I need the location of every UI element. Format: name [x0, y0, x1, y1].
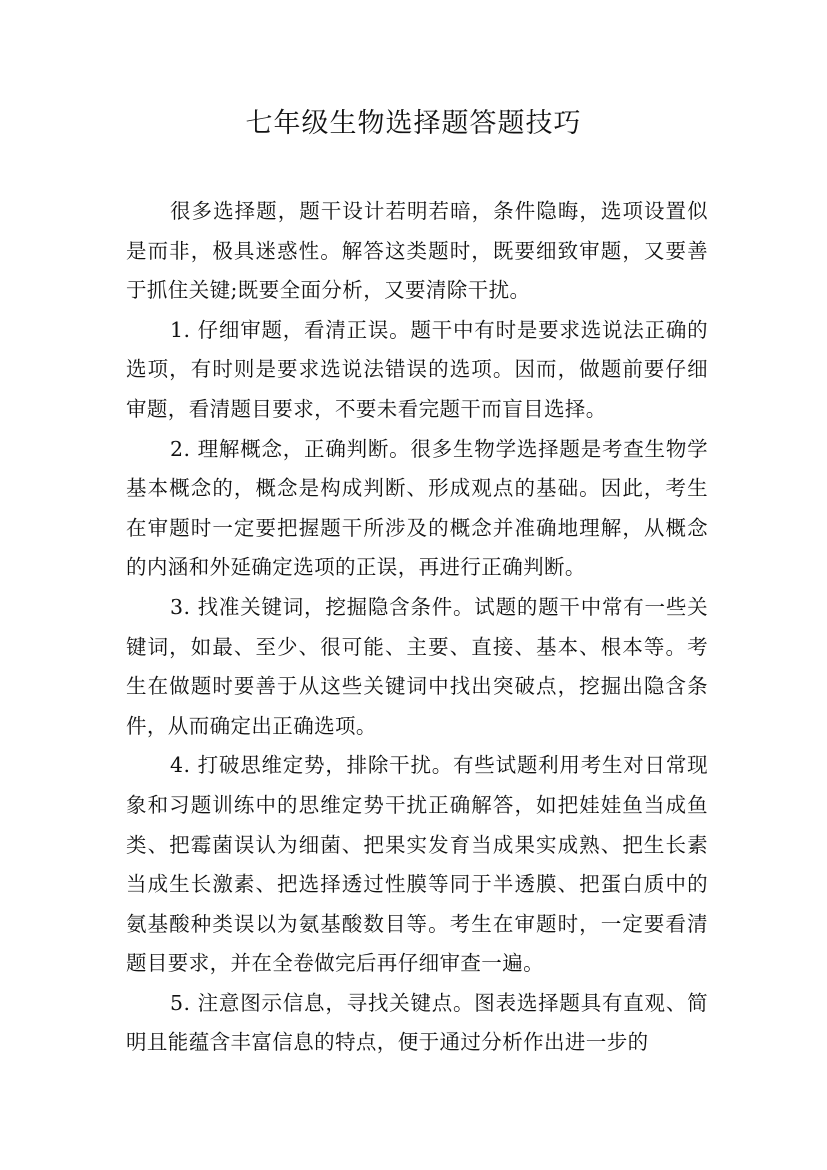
- tip-5-paragraph: 5. 注意图示信息，寻找关键点。图表选择题具有直观、简明且能蕴含丰富信息的特点，便于通过分析作出进一步的: [126, 990, 708, 1055]
- page-title: 七年级生物选择题答题技巧: [245, 108, 582, 139]
- tip-4-paragraph: 4. 打破思维定势，排除干扰。有些试题利用考生对日常现象和习题训练中的思维定势干扰正确解答，如把娃娃鱼当成鱼类、把霉菌误认为细菌、把果实发育当成果实成熟、把生长素当成生长激素、把选择透过性膜等同于半透膜、把蛋白质中的氨基酸种类误以为氨基酸数目等。考生在审题时，一定要看清题目要求，并在全卷做完后再仔细审查一遍。: [126, 753, 708, 976]
- tip-3-paragraph: 3. 找准关键词，挖掘隐含条件。试题的题干中常有一些关键词，如最、至少、很可能、主要、直接、基本、根本等。考生在做题时要善于从这些关键词中找出突破点，挖掘出隐含条件，从而确定出正确选项。: [126, 594, 708, 738]
- tip-2-paragraph: 2. 理解概念，正确判断。很多生物学选择题是考查生物学基本概念的，概念是构成判断、形成观点的基础。因此，考生在审题时一定要把握题干所涉及的概念并准确地理解，从概念的内涵和外延确定选项的正误，再进行正确判断。: [126, 436, 708, 580]
- document-body: [126, 192, 708, 1063]
- intro-paragraph: 很多选择题，题干设计若明若暗，条件隐晦，选项设置似是而非，极具迷惑性。解答这类题时，既要细致审题，又要善于抓住关键;既要全面分析，又要清除干扰。: [126, 199, 708, 303]
- tip-1-paragraph: 1. 仔细审题，看清正误。题干中有时是要求选说法正确的选项，有时则是要求选说法错误的选项。因而，做题前要仔细审题，看清题目要求，不要未看完题干而盲目选择。: [126, 317, 708, 421]
